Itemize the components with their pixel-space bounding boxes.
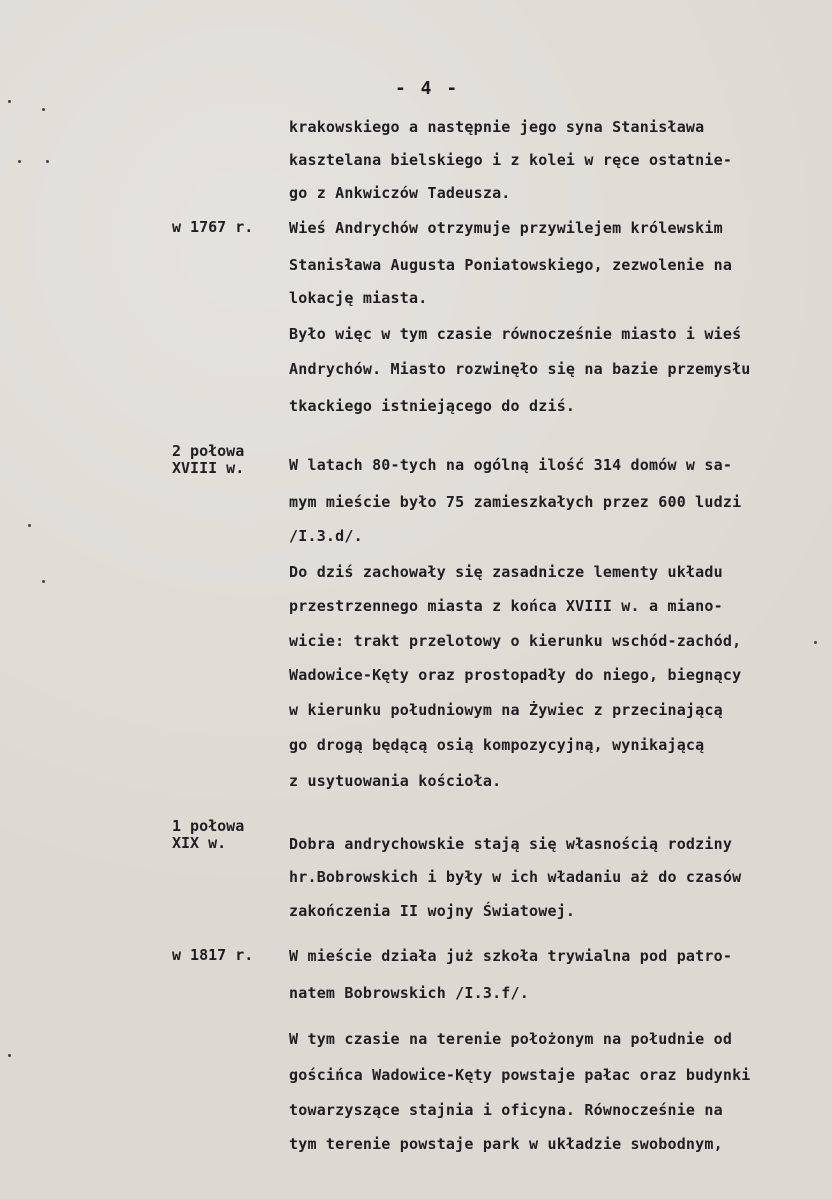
- scan-speck: [18, 160, 21, 163]
- text-line: z usytuowania kościoła.: [289, 772, 502, 790]
- margin-note-1767: w 1767 r.: [172, 218, 254, 236]
- text-line: towarzyszące stajnia i oficyna. Równocześnie na: [289, 1101, 723, 1119]
- text-line: Dobra andrychowskie stają się własnością rodziny: [289, 835, 733, 853]
- text-line: natem Bobrowskich /I.3.f/.: [289, 984, 529, 1002]
- text-line: W latach 80-tych na ogólną ilość 314 domów w sa-: [289, 456, 733, 474]
- text-line: Wieś Andrychów otrzymuje przywilejem królewskim: [289, 219, 723, 237]
- page-number: - 4 -: [395, 78, 460, 99]
- text-line: przestrzennego miasta z końca XVIII w. a miano-: [289, 597, 723, 615]
- scan-speck: [8, 1054, 11, 1057]
- text-line: tkackiego istniejącego do dziś.: [289, 397, 576, 415]
- text-line: kasztelana bielskiego i z kolei w ręce ostatnie-: [289, 151, 733, 169]
- text-line: mym mieście było 75 zamieszkałych przez 600 ludzi: [289, 493, 742, 511]
- text-line: Andrychów. Miasto rozwinęło się na bazie przemysłu: [289, 360, 751, 378]
- text-line: /I.3.d/.: [289, 527, 363, 545]
- scan-speck: [814, 641, 817, 644]
- text-line: go z Ankwiczów Tadeusza.: [289, 184, 511, 202]
- text-line: Do dziś zachowały się zasadnicze lementy układu: [289, 563, 723, 581]
- text-line: W mieście działa już szkoła trywialna pod patro-: [289, 947, 733, 965]
- text-line: w kierunku południowym na Żywiec z przecinającą: [289, 701, 723, 719]
- scan-speck: [42, 580, 45, 583]
- text-line: Było więc w tym czasie równocześnie miasto i wieś: [289, 325, 742, 343]
- scan-speck: [46, 160, 49, 163]
- text-line: Stanisława Augusta Poniatowskiego, zezwolenie na: [289, 256, 733, 274]
- scan-speck: [8, 100, 11, 103]
- text-line: zakończenia II wojny Światowej.: [289, 902, 576, 920]
- text-line: krakowskiego a następnie jego syna Stanisława: [289, 118, 705, 136]
- scan-speck: [42, 108, 45, 111]
- margin-note-1817: w 1817 r.: [172, 946, 254, 964]
- text-line: tym terenie powstaje park w układzie swobodnym,: [289, 1135, 723, 1153]
- scan-speck: [28, 524, 31, 527]
- text-line: W tym czasie na terenie położonym na południe od: [289, 1030, 733, 1048]
- text-line: Wadowice-Kęty oraz prostopadły do niego, biegnący: [289, 666, 742, 684]
- margin-note-xviii: 2 połowa XVIII w.: [172, 442, 245, 477]
- text-line: lokację miasta.: [289, 289, 428, 307]
- text-line: gościńca Wadowice-Kęty powstaje pałac oraz budynki: [289, 1066, 751, 1084]
- margin-note-xix: 1 połowa XIX w.: [172, 817, 245, 852]
- text-line: wicie: trakt przelotowy o kierunku wschód-zachód,: [289, 632, 742, 650]
- text-line: go drogą będącą osią kompozycyjną, wynikającą: [289, 736, 705, 754]
- text-line: hr.Bobrowskich i były w ich władaniu aż do czasów: [289, 868, 742, 886]
